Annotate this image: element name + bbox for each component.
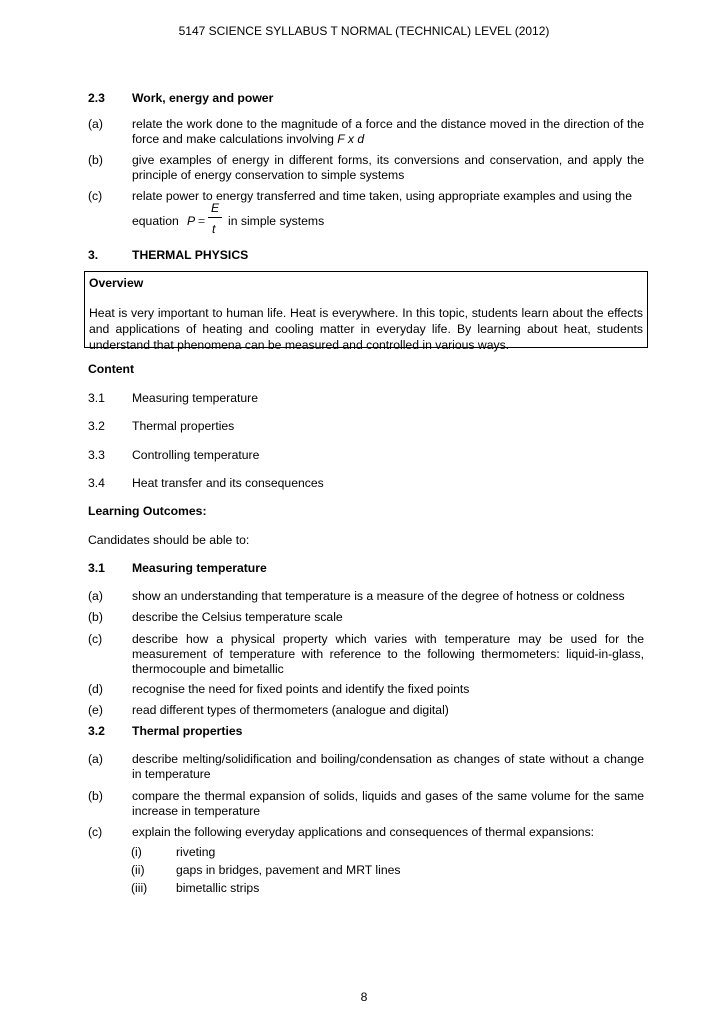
content-number: 3.1 [88,391,105,405]
section-number: 3.1 [88,561,105,575]
section-number: 3.2 [88,724,105,738]
item-text: recognise the need for fixed points and identify the fixed points [132,682,470,696]
content-number: 3.3 [88,448,105,462]
equation-equals: = [198,214,206,228]
candidates-text: Candidates should be able to: [88,533,250,547]
subitem-text: bimetallic strips [176,881,260,895]
equation-numerator: E [211,201,220,215]
item-label: (b) [88,610,103,624]
content-text: Heat transfer and its consequences [132,476,324,490]
item-label: (a) [88,752,103,766]
content-number: 3.2 [88,419,105,433]
item-label: (a) [88,589,103,603]
overview-text: Heat is very important to human life. Heat is everywhere. In this topic, students learn about the effects and applications of heating and cooling matter in everyday life. By learning about heat, students understand that phenomena can be measured and controlled in various ways. [89,306,643,352]
content-text: Controlling temperature [132,448,260,462]
content-heading: Content [88,362,135,376]
section-title: Thermal properties [132,724,243,738]
power-equation [132,202,432,242]
item-text: describe melting/solidification and boiling/condensation as changes of state without a change in temperature [132,752,644,781]
item-text: show an understanding that temperature is a measure of the degree of hotness or coldness [132,589,625,603]
section-title: THERMAL PHYSICS [132,248,249,262]
subitem-label: (iii) [131,881,148,895]
item-label: (c) [88,825,103,839]
item-text: describe how a physical property which varies with temperature may be used for the measurement of temperature with reference to the following thermometers: liquid-in-glass, thermocouple and bimetallic [132,632,644,676]
section-title: Measuring temperature [132,561,267,575]
content-text: Measuring temperature [132,391,258,405]
item-text: compare the thermal expansion of solids, liquids and gases of the same volume for the same increase in temperature [132,789,644,818]
section-number: 2.3 [88,91,105,105]
subitem-label: (i) [131,845,142,859]
overview-title: Overview [89,276,144,290]
section-title: Work, energy and power [132,91,274,105]
equation-denominator: t [212,222,216,236]
content-number: 3.4 [88,476,105,490]
item-text: read different types of thermometers (analogue and digital) [132,703,449,717]
item-text: describe the Celsius temperature scale [132,610,343,624]
equation-lhs: P [187,214,196,228]
subitem-text: gaps in bridges, pavement and MRT lines [176,863,401,877]
item-label: (c) [88,632,103,646]
subitem-label: (ii) [131,863,145,877]
item-text: relate the work done to the magnitude of a force and the distance moved in the direction of the force and make calculations involving F x d [132,117,644,146]
equation-prefix: equation [132,214,179,228]
item-label: (c) [88,189,103,203]
fraction-bar [208,217,222,218]
item-label: (a) [88,117,103,131]
equation-suffix: in simple systems [228,214,325,228]
item-label: (b) [88,789,103,803]
item-text: give examples of energy in different forms, its conversions and conservation, and apply the principle of energy conservation to simple systems [132,153,644,182]
overview-box [84,271,648,352]
item-text: relate power to energy transferred and time taken, using appropriate examples and using the [132,189,632,203]
page-number: 8 [360,990,368,1004]
item-label: (e) [88,703,103,717]
learning-outcomes-heading: Learning Outcomes: [88,504,207,518]
content-text: Thermal properties [132,419,235,433]
subitem-text: riveting [176,845,216,859]
item-text: explain the following everyday applications and consequences of thermal expansions: [132,825,595,839]
section-number: 3. [88,248,99,262]
item-label: (d) [88,682,103,696]
page-header: 5147 SCIENCE SYLLABUS T NORMAL (TECHNICAL) LEVEL (2012) [178,24,550,38]
formula: F x d [337,132,365,146]
item-label: (b) [88,153,103,167]
